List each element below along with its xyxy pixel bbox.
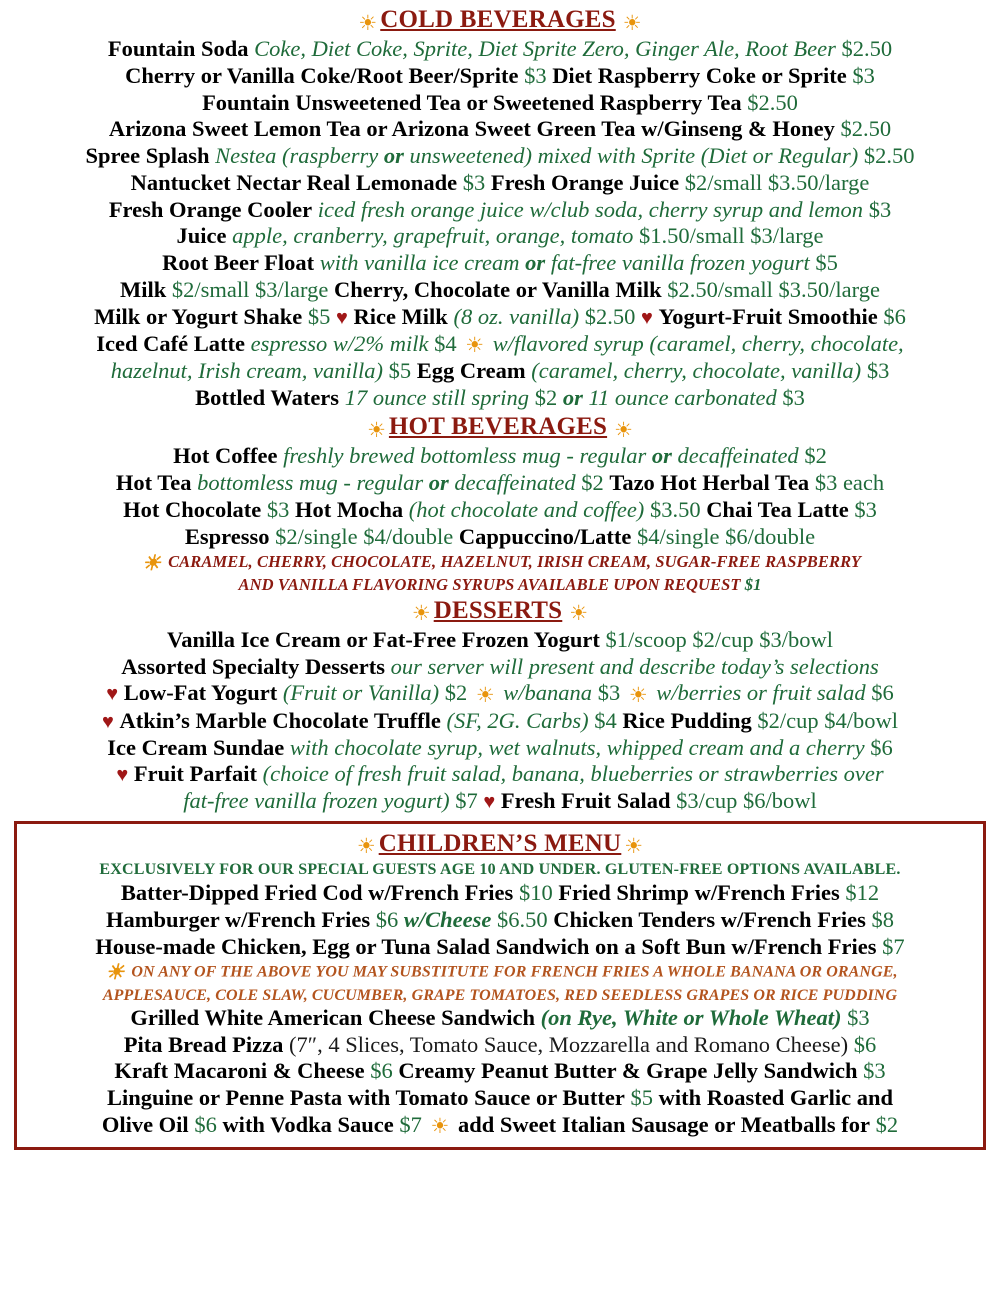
menu-item-price: $6	[194, 1111, 217, 1137]
menu-item-description: or	[383, 143, 404, 169]
menu-item-name: Fresh Orange Cooler	[108, 196, 313, 222]
childrens-menu-heading	[25, 830, 975, 859]
menu-item-description: Nestea (raspberry	[215, 143, 384, 169]
menu-item-price: $2/small $3.50/large	[684, 169, 870, 195]
menu-item-name: Cappuccino/Latte	[458, 523, 632, 549]
heart-icon: ♥	[640, 306, 653, 329]
menu-item-price: $1/scoop $2/cup $3/bowl	[605, 626, 833, 652]
menu-item-name: Low-Fat Yogurt	[123, 680, 278, 706]
menu-item-name: Hot Mocha	[295, 497, 404, 522]
section-note	[14, 551, 986, 595]
menu-item-description: (on Rye, White or Whole Wheat)	[540, 1004, 842, 1030]
sun-icon: ☀	[569, 601, 589, 626]
menu-item-name: Milk or Yogurt Shake	[94, 303, 303, 329]
menu-item-description: or	[562, 384, 583, 410]
sun-icon: ☀	[356, 834, 376, 859]
menu-item-description: (8 oz. vanilla)	[453, 303, 580, 329]
menu-item-name: Bottled Waters	[195, 384, 340, 410]
menu-item-name: Tazo Hot Herbal Tea	[609, 470, 810, 496]
menu-item-description: 11 ounce carbonated	[588, 384, 777, 410]
menu-item-price: $2	[804, 443, 827, 469]
menu-item-price: $1	[744, 575, 762, 595]
menu-item-name: Milk	[120, 276, 167, 302]
menu-line	[25, 880, 975, 907]
menu-item-description: (caramel, cherry, chocolate, vanilla)	[531, 357, 862, 383]
menu-item-description: or	[525, 250, 546, 276]
menu-line	[14, 277, 986, 304]
menu-item-description: (hot chocolate and coffee)	[408, 497, 645, 522]
childrens-menu-box	[14, 821, 986, 1150]
menu-item-price: $2.50	[584, 303, 636, 329]
menu-item-name: Kraft Macaroni & Cheese	[114, 1058, 365, 1084]
menu-line	[14, 497, 986, 524]
menu-item-name: Spree Splash	[85, 143, 210, 169]
menu-item-price: $6	[853, 1031, 877, 1057]
menu-item-name: Chicken Tenders w/French Fries	[553, 906, 866, 932]
menu-sections	[14, 6, 986, 815]
menu-item-name: Fried Shrimp w/French Fries	[558, 880, 840, 906]
menu-item-name: House-made Chicken, Egg or Tuna Salad Sandwich on a Soft Bun w/French Fries	[95, 933, 877, 959]
menu-item-price: $6.50	[496, 906, 548, 932]
menu-item-price: $7	[399, 1111, 422, 1137]
section-heading-hot-beverages	[14, 413, 986, 442]
menu-line	[14, 443, 986, 470]
menu-line	[14, 524, 986, 551]
childrens-menu-subtitle: EXCLUSIVELY FOR OUR SPECIAL GUESTS AGE 10 AND UNDER. GLUTEN-FREE OPTIONS AVAILABLE.	[99, 860, 901, 878]
menu-line	[14, 358, 986, 385]
menu-line	[14, 116, 986, 143]
menu-line	[25, 1058, 975, 1085]
heart-icon: ♥	[101, 710, 114, 733]
menu-item-name: with Vodka Sauce	[222, 1111, 394, 1137]
menu-line	[14, 304, 986, 331]
sun-icon: ☀	[475, 682, 495, 707]
menu-item-price: $2.50	[747, 89, 798, 115]
sun-icon: ☀	[367, 417, 386, 442]
section-title: DESSERTS	[433, 596, 563, 624]
menu-item-name: Pita Bread Pizza	[123, 1031, 284, 1057]
sun-icon: ☀	[358, 10, 378, 35]
menu-item-price: $3	[524, 62, 547, 88]
menu-item-description: apple, cranberry, grapefruit, orange, tomato	[232, 223, 634, 249]
menu-item-price: $3	[266, 497, 290, 522]
menu-item-price: $3/cup $6/bowl	[676, 788, 817, 814]
menu-item-price: $5	[630, 1085, 654, 1111]
menu-line	[14, 470, 986, 497]
menu-item-price: $6	[370, 1058, 393, 1084]
menu-line	[14, 627, 986, 654]
menu-item-name: Hamburger w/French Fries	[105, 906, 371, 932]
menu-item-price: $5	[815, 250, 838, 276]
section-heading-cold-beverages	[14, 6, 986, 35]
menu-line	[25, 1005, 975, 1032]
menu-item-price: $2.50	[840, 116, 892, 142]
menu-line	[14, 143, 986, 170]
menu-item-price: $2	[444, 680, 468, 706]
menu-item-name: with Roasted Garlic and	[658, 1085, 894, 1111]
menu-text: (7″, 4 Slices, Tomato Sauce, Mozzarella and Romano Cheese)	[288, 1031, 849, 1057]
childrens-menu-items-bottom	[25, 1005, 975, 1139]
menu-item-price: $3	[863, 1058, 886, 1084]
menu-item-description: hazelnut, Irish cream, vanilla)	[110, 357, 383, 383]
menu-line	[25, 1112, 975, 1139]
menu-item-description: fat-free vanilla frozen yogurt	[550, 250, 810, 276]
menu-item-name: Creamy Peanut Butter & Grape Jelly Sandwich	[398, 1058, 858, 1084]
menu-item-description: our server will present and describe today’s selections	[390, 653, 879, 679]
section-title: HOT BEVERAGES	[388, 413, 608, 441]
menu-line	[14, 654, 986, 681]
menu-item-price: $2/single $4/double	[275, 523, 454, 549]
menu-item-price: $6	[883, 303, 906, 329]
menu-item-description: or	[651, 443, 672, 469]
menu-line	[14, 385, 986, 412]
menu-item-price: $12	[845, 880, 880, 906]
menu-item-name: Diet Raspberry Coke or Sprite	[552, 62, 847, 88]
menu-item-name: Juice	[176, 223, 227, 249]
menu-line	[25, 934, 975, 961]
menu-item-description: unsweetened) mixed with Sprite (Diet or Regular)	[409, 143, 859, 169]
menu-item-price: $3	[854, 497, 877, 522]
menu-line	[14, 36, 986, 63]
menu-item-description: w/banana	[503, 680, 593, 706]
menu-item-name: Batter-Dipped Fried Cod w/French Fries	[120, 880, 514, 906]
menu-item-price: $6	[870, 734, 893, 760]
menu-item-name: Root Beer Float	[162, 250, 315, 276]
menu-line	[14, 170, 986, 197]
section-title: COLD BEVERAGES	[380, 6, 616, 33]
menu-item-name: Assorted Specialty Desserts	[121, 653, 386, 679]
menu-line	[14, 250, 986, 277]
sun-icon: ☀	[141, 550, 161, 575]
menu-item-name: Hot Chocolate	[123, 497, 262, 522]
menu-line	[14, 788, 986, 815]
menu-item-price: $2/cup $4/bowl	[757, 707, 899, 733]
sun-icon: ☀	[105, 960, 125, 985]
menu-item-price: $8	[871, 906, 895, 932]
menu-item-description: (choice of fresh fruit salad, banana, blueberries or strawberries over	[262, 761, 884, 787]
menu-item-name: Cherry or Vanilla Coke/Root Beer/Sprite	[125, 62, 519, 88]
menu-item-description: freshly brewed bottomless mug - regular	[283, 443, 652, 469]
menu-item-description: Coke, Diet Coke, Sprite, Diet Sprite Zero, Ginger Ale, Root Beer	[254, 36, 836, 62]
menu-item-name: Fruit Parfait	[133, 761, 257, 787]
menu-line	[14, 90, 986, 117]
childrens-menu-items-top	[25, 880, 975, 960]
menu-item-description: (SF, 2G. Carbs)	[446, 707, 589, 733]
heart-icon: ♥	[106, 683, 119, 706]
menu-line	[14, 63, 986, 90]
heart-icon: ♥	[483, 791, 496, 814]
menu-item-description: w/flavored syrup (caramel, cherry, chocolate,	[492, 330, 904, 356]
menu-item-price: $10	[518, 880, 553, 906]
menu-item-price: $2.50	[863, 143, 915, 169]
menu-item-price: $4/single $6/double	[637, 523, 816, 549]
menu-item-price: $4	[594, 707, 617, 733]
menu-item-description: decaffeinated	[677, 443, 799, 469]
menu-item-price: $7	[455, 788, 478, 814]
menu-item-price: $6	[375, 906, 399, 932]
menu-item-price: $2/small $3/large	[171, 276, 329, 302]
menu-item-price: $3	[866, 357, 890, 383]
menu-item-name: Hot Tea	[115, 470, 192, 496]
menu-text: CARAMEL, CHERRY, CHOCOLATE, HAZELNUT, IRISH CREAM, SUGAR-FREE RASPBERRY	[168, 551, 862, 571]
menu-item-price: $2.50/small $3.50/large	[667, 276, 880, 302]
menu-item-name: Fresh Orange Juice	[490, 169, 680, 195]
menu-line	[25, 1085, 975, 1112]
menu-item-name: add Sweet Italian Sausage or Meatballs for	[457, 1111, 871, 1137]
menu-line	[14, 735, 986, 762]
menu-line	[25, 907, 975, 934]
menu-item-name: Egg Cream	[416, 357, 526, 383]
menu-item-description: 17 ounce still spring	[344, 384, 530, 410]
menu-item-description: with chocolate syrup, wet walnuts, whipped cream and a cherry	[289, 734, 865, 760]
menu-item-name: Chai Tea Latte	[706, 497, 849, 522]
menu-item-description: (Fruit or Vanilla)	[282, 680, 440, 706]
menu-text: AND VANILLA FLAVORING SYRUPS AVAILABLE UPON REQUEST	[238, 575, 741, 595]
menu-item-name: Espresso	[184, 523, 270, 549]
heart-icon: ♥	[116, 764, 129, 787]
menu-item-name: Atkin’s Marble Chocolate Truffle	[119, 707, 441, 733]
sun-icon: ☀	[622, 10, 642, 35]
menu-item-description: bottomless mug - regular	[197, 470, 429, 496]
menu-line	[14, 331, 986, 358]
childrens-menu-substitution-note	[25, 960, 975, 1004]
menu-line	[14, 680, 986, 707]
menu-item-price: $1.50/small $3/large	[638, 223, 824, 249]
sun-icon: ☀	[465, 332, 485, 357]
menu-line	[14, 197, 986, 224]
menu-item-price: $7	[882, 933, 905, 959]
menu-item-description: w/berries or fruit salad	[656, 680, 866, 706]
menu-item-description: with vanilla ice cream	[319, 250, 526, 276]
menu-item-name: Fountain Unsweetened Tea or Sweetened Raspberry Tea	[202, 89, 742, 115]
menu-item-name: Iced Café Latte	[96, 330, 245, 356]
sun-icon: ☀	[614, 417, 633, 442]
menu-item-price: $3	[462, 169, 486, 195]
menu-item-description: espresso w/2% milk	[250, 330, 429, 356]
menu-item-name: Ice Cream Sundae	[107, 734, 285, 760]
menu-item-price: $3	[868, 196, 892, 222]
menu-line	[25, 1032, 975, 1059]
menu-item-price: $3	[852, 62, 875, 88]
menu-line	[14, 761, 986, 788]
sun-icon: ☀	[411, 601, 431, 626]
menu-line	[14, 708, 986, 735]
menu-item-price: $2	[581, 470, 604, 496]
menu-item-name: Olive Oil	[101, 1111, 189, 1137]
sun-icon: ☀	[430, 1114, 450, 1139]
sun-icon: ☀	[624, 834, 644, 859]
menu-text: APPLESAUCE, COLE SLAW, CUCUMBER, GRAPE TOMATOES, RED SEEDLESS GRAPES OR RICE PUDDING	[102, 986, 898, 1004]
heart-icon: ♥	[335, 306, 348, 329]
menu-item-price: $3	[782, 384, 805, 410]
menu-item-description: decaffeinated	[454, 470, 576, 496]
menu-item-name: Rice Pudding	[622, 707, 752, 733]
menu-item-description: or	[428, 470, 449, 496]
menu-item-price: $3	[847, 1004, 870, 1030]
menu-item-name: Vanilla Ice Cream or Fat-Free Frozen Yogurt	[167, 626, 600, 652]
menu-item-price: $3	[597, 680, 621, 706]
menu-item-name: Hot Coffee	[173, 443, 278, 469]
section-heading-desserts	[14, 597, 986, 626]
menu-item-price: $2	[534, 384, 558, 410]
menu-item-name: Rice Milk	[353, 303, 448, 329]
menu-item-price: $6	[871, 680, 894, 706]
menu-item-price: $2.50	[841, 36, 893, 62]
menu-item-price: $3.50	[649, 497, 701, 522]
menu-item-name: Nantucket Nectar Real Lemonade	[130, 169, 458, 195]
sun-icon: ☀	[628, 682, 648, 707]
menu-item-price: $4	[434, 330, 457, 356]
menu-item-description: w/Cheese	[403, 906, 492, 932]
menu-item-name: Linguine or Penne Pasta with Tomato Sauce or Butter	[106, 1085, 625, 1111]
menu-item-description: fat-free vanilla frozen yogurt)	[183, 788, 450, 814]
menu-item-name: Arizona Sweet Lemon Tea or Arizona Sweet Green Tea w/Ginseng & Honey	[108, 116, 835, 142]
section-title: CHILDREN’S MENU	[378, 829, 622, 857]
menu-item-description: iced fresh orange juice w/club soda, cherry syrup and lemon	[317, 196, 864, 222]
menu-item-price: $5	[388, 357, 412, 383]
menu-text: ON ANY OF THE ABOVE YOU MAY SUBSTITUTE FOR FRENCH FRIES A WHOLE BANANA OR ORANGE,	[131, 963, 898, 981]
menu-item-name: Grilled White American Cheese Sandwich	[130, 1004, 535, 1030]
menu-item-name: Fountain Soda	[107, 36, 249, 62]
menu-item-price: $5	[307, 303, 331, 329]
menu-item-name: Yogurt-Fruit Smoothie	[658, 303, 878, 329]
menu-item-price: $2	[875, 1111, 899, 1137]
menu-item-name: Fresh Fruit Salad	[500, 788, 671, 814]
menu-item-price: $3 each	[814, 470, 885, 496]
menu-line	[14, 223, 986, 250]
menu-item-name: Cherry, Chocolate or Vanilla Milk	[333, 276, 662, 302]
